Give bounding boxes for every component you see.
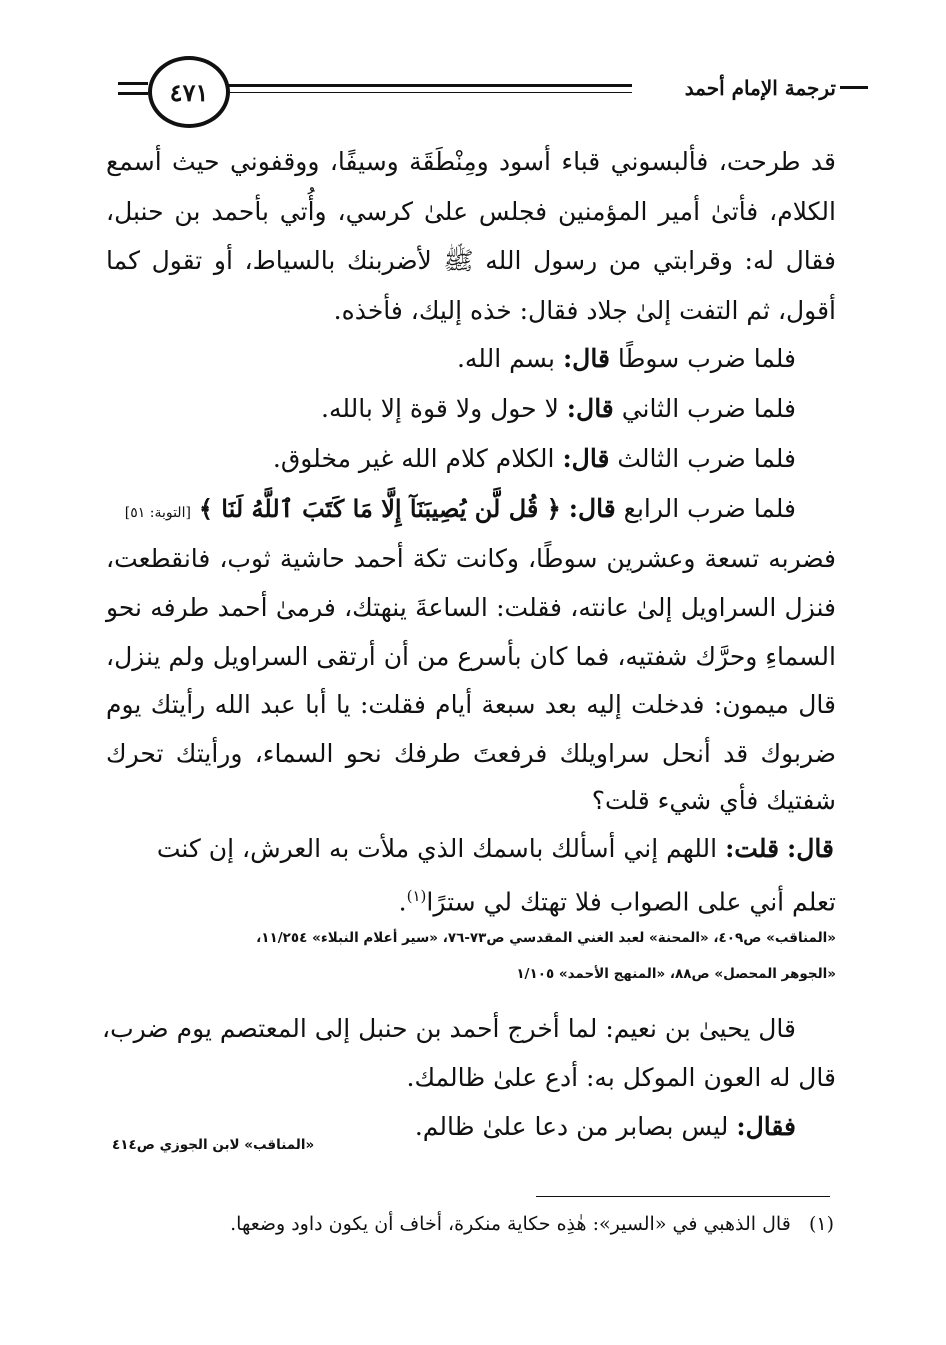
text-line: ضربوك قد أنحل سراويلك فرفعتَ طرفك نحو السماء، ورأيتك تحرك	[106, 739, 836, 768]
text-line: فضربه تسعة وعشرين سوطًا، وكانت تكة أحمد حاشية ثوب، فانقطعت،	[106, 544, 836, 573]
source-citation: «المناقب» ص٤٠٩، «المحنة» لعبد الغني المقدسي ص٧٣-٧٦، «سير أعلام النبلاء» ١١/٢٥٤،	[256, 930, 836, 946]
text-line: قد طرحت، فألبسوني قباء أسود ومِنْطَقَة وسيفًا، ووقفوني حيث أسمع	[106, 147, 836, 176]
page-number-badge	[148, 56, 230, 128]
stroke-line-2: فلما ضرب الثاني قال: لا حول ولا قوة إلا بالله.	[321, 394, 796, 423]
header-rule-main-bottom	[222, 92, 632, 93]
text-line: فنزل السراويل إلىٰ عانته، فقلت: الساعةَ ينهتك، فرمىٰ أحمد طرفه نحو	[106, 593, 836, 622]
text-line: شفتيك فأي شيء قلت؟	[591, 786, 836, 815]
stroke-line-3: فلما ضرب الثالث قال: الكلام كلام الله غير مخلوق.	[272, 444, 796, 473]
header-rule-main-top	[222, 84, 632, 87]
answer-line-2: تعلم أني على الصواب فلا تهتك لي سترًا$^{(١)}$.	[398, 887, 836, 917]
page-number: ٤٧١	[169, 77, 209, 107]
answer-line-3: فقال: ليس بصابر من دعا علىٰ ظالم.	[414, 1112, 796, 1141]
header-rule-left-bottom	[118, 92, 148, 95]
text-line: قال ميمون: فدخلت إليه بعد سبعة أيام فقلت: يا أبا عبد الله رأيتك يوم	[106, 690, 836, 719]
stroke-line-1: فلما ضرب سوطًا قال: بسم الله.	[456, 344, 796, 373]
footnote-text: قال الذهبي في «السير»: هٰذِه حكاية منكرة، أخاف أن يكون داود وضعها.	[230, 1213, 791, 1235]
text-line: السماءِ وحرَّك شفتيه، فما كان بأسرع من أن أرتقى السراويل ولم ينزل،	[106, 642, 836, 671]
text-line: فقال له: وقرابتي من رسول الله ﷺ لأضربنك بالسياط، أو تقول كما	[106, 246, 836, 275]
footnote-number: (١)	[808, 1213, 834, 1235]
footnote-separator	[536, 1196, 830, 1197]
text-line: قال يحيىٰ بن نعيم: لما أخرج أحمد بن حنبل إلى المعتصم يوم ضرب،	[102, 1014, 796, 1043]
footnote-marker[interactable]: (١)	[406, 887, 427, 905]
verse-reference: [التوبة: ٥١]	[124, 505, 191, 521]
stroke-line-4: فلما ضرب الرابع قال: ﴿ قُل لَّن يُصِيبَنَآ إِلَّا مَا كَتَبَ ٱللَّهُ لَنَا ﴾ [التوبة: ٥١]	[124, 494, 796, 523]
header-rule-left-top	[118, 82, 148, 85]
running-title: ترجمة الإمام أحمد	[684, 76, 836, 100]
quran-verse: ﴿ قُل لَّن يُصِيبَنَآ إِلَّا مَا كَتَبَ ٱللَّهُ لَنَا ﴾	[198, 494, 561, 523]
text-line: قال له العون الموكل به: أدع علىٰ ظالمك.	[406, 1063, 836, 1092]
footnote-1	[230, 1213, 834, 1235]
source-citation: «الجوهر المحصل» ص٨٨، «المنهج الأحمد» ١/١٠٥	[516, 966, 836, 982]
answer-line-1: قال: قلت: اللهم إني أسألك باسمك الذي ملأت به العرش، إن كنت	[156, 834, 834, 863]
source-citation: «المناقب» لابن الجوزي ص٤١٤	[112, 1137, 315, 1153]
text-line: أقول، ثم التفت إلىٰ جلاد فقال: خذه إليك، فأخذه.	[333, 296, 836, 325]
text-line: الكلام، فأتىٰ أمير المؤمنين فجلس علىٰ كرسي، وأُتي بأحمد بن حنبل،	[106, 197, 836, 226]
header-rule-right	[840, 86, 868, 89]
